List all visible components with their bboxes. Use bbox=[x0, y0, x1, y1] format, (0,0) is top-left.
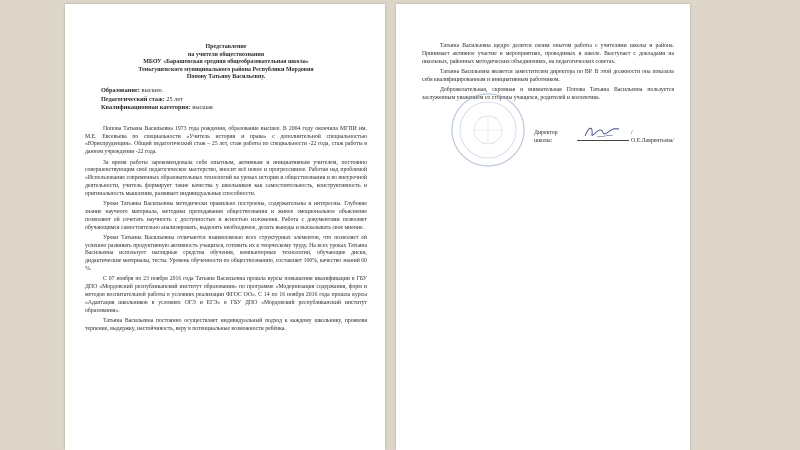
education-row bbox=[85, 87, 367, 96]
signature-name: /О.Е.Лаврентьева/ bbox=[630, 129, 675, 144]
school-name: МБОУ «Барашевская средняя общеобразовательная школа» bbox=[143, 59, 309, 66]
paragraph: Татьяна Васильевна является заместителем директора по ВР. В этой должности она показала себя квалифицированным и инициативным работником. bbox=[422, 68, 674, 83]
paragraph: За время работы зарекомендовала себя опытным, активным и инициативным учителем, постоянно совершенствующим своё педагогическое мастерство, вносит всё новое и прогрессивное. Работая над проблемой «Использование современных образовательных технологий на уроках истории и обществознания и во внеурочной деятельности, учитель формирует такие качества у школьников как самостоятельность, конструктивность и оригинальность мышления, развивает индивидуальные способности. bbox=[85, 159, 367, 197]
category-label: Квалификационная категория: bbox=[101, 104, 191, 112]
left-document-page bbox=[65, 4, 385, 450]
signature-label: Директор школы: bbox=[534, 129, 558, 144]
paragraph: Попова Татьяна Васильевна 1973 года рождения, образование высшее. В 2004 году окончила МГПИ им. М.Е. Евсевьева по специальности «Учитель истории и права» с дополнительной специальностью «Юриспруденция». Общий педагогический стаж – 25 лет, стаж работы по специальности -22 года, стаж работы в данном учреждении -22 года. bbox=[85, 125, 367, 156]
district-name: Теньгушевского муниципального района Республики Мордовия bbox=[138, 66, 314, 73]
paragraph: Уроки Татьяны Васильевны методически правильно построены, содержательны и интересны. Глубокие знание научного материала, методики преподавания обществознания и живое эмоциональное объяснение позволяют ей сочетать научность с доступностью и ясностью изложения. Работа с документами позволяет обучающимся самостоятельно анализировать, выделять необходимое, делать выводы и высказывать свое мнение. bbox=[85, 201, 367, 231]
teacher-meta bbox=[85, 87, 367, 113]
education-label: Образование: bbox=[101, 86, 140, 94]
teacher-name: Попову Татьяну Васильевну. bbox=[186, 74, 266, 81]
school-stamp bbox=[448, 90, 528, 170]
signature-line bbox=[577, 132, 629, 141]
experience-value: 25 лет bbox=[166, 95, 183, 103]
category-row bbox=[85, 104, 367, 113]
document-title: Представление bbox=[205, 44, 247, 50]
category-value: высшая bbox=[192, 104, 213, 112]
paragraph: Татьяна Васильевна щедро делится своим опытом работы с учителями школы и района. Принимает активное участие в мероприятиях, проводимых в школе. Выступает с докладами на школьных, районных методических объединениях, на педагогических советах. bbox=[422, 43, 674, 65]
paragraph: Татьяна Васильевна постоянно осуществляет индивидуальный подход к каждому школьнику, проявляя терпение, выдержку, настойчивость, веру в потенциальные возможности ребёнка. bbox=[85, 318, 367, 332]
experience-row bbox=[85, 96, 367, 105]
paragraph: С 07 ноября по 23 ноября 2016 года Татьяна Васильевна прошла курсы повышения квалификации в ГБУ ДПО «Мордовский республиканский институт образования» по программе «Модернизация содержания, форм и методов воспитательной работы в условиях реализации ФГОС ОО». С 14 по 16 ноября 2016 года прошла курсы «Адаптация школьников в условиях ОГЭ и ЕГЭ» в ГБУ ДПО «Мордовский республиканский институт образования». bbox=[85, 276, 367, 314]
paragraph: Доброжелательная, скромная и внимательная Попова Татьяна Васильевна пользуется заслуженным уважением со стороны учащихся, родителей и коллектива. bbox=[422, 87, 674, 101]
handwritten-signature bbox=[583, 124, 623, 140]
paragraph: Уроки Татьяны Васильевны отличаются взаимосвязью всех структурных элементов, что позволяет ей успешно развивать продуктивную активность учащихся, готовить их к творческому труду. На всех уроках Татьяна Васильевна использует наглядные средства обучения, компьютерные технологии, обучающие диски, дидактические материалы, тесты. Уровень обученности по обществознанию, составляет 100%, качество знаний 60 %. bbox=[85, 234, 367, 273]
right-document-page bbox=[396, 4, 690, 450]
document-subtitle: на учителя обществознания bbox=[187, 51, 265, 58]
experience-label: Педагогический стаж: bbox=[101, 95, 165, 103]
education-value: высшее. bbox=[141, 86, 164, 94]
left-page-content bbox=[85, 44, 367, 334]
